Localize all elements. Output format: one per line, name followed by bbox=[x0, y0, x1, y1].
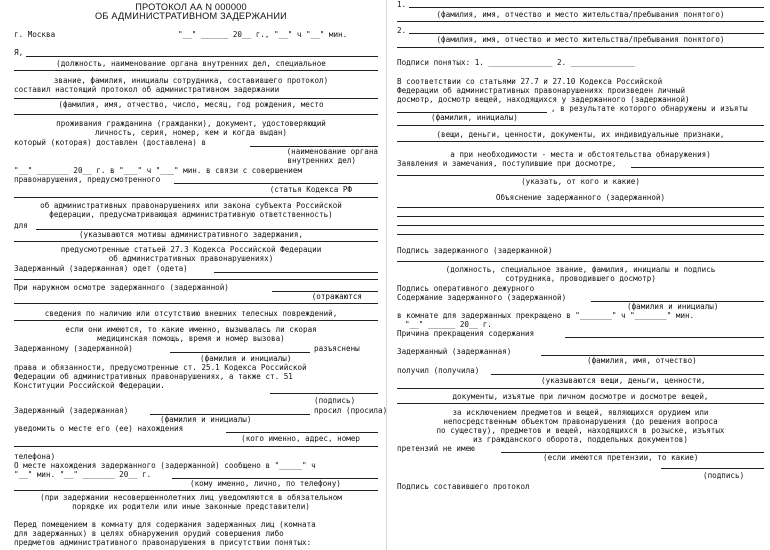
officer-field-line-2 bbox=[14, 70, 378, 71]
hint-article-3: федерации, предусматривающая административную ответственность) bbox=[49, 210, 333, 219]
article-field-line-2 bbox=[14, 197, 378, 198]
motives-field-line-2 bbox=[14, 241, 378, 242]
asked-text: просил (просила) bbox=[314, 406, 388, 415]
explanation-heading: Объяснение задержанного (задержанной) bbox=[495, 193, 666, 202]
things-field-line bbox=[397, 125, 764, 126]
claims-signature-line bbox=[661, 468, 764, 469]
hint-whom-1: (кого именно, адрес, номер bbox=[241, 434, 360, 443]
hint-minors-2: порядке их родители или иные законные представители) bbox=[72, 502, 310, 511]
custody-end-date: "__" ______ 20__ г. bbox=[405, 320, 492, 329]
hint-person-2: проживания гражданина (гражданки), документ, удостоверяющий bbox=[56, 119, 326, 128]
hint-from-whom: (указать, от кого и какие) bbox=[521, 177, 640, 186]
delivery-date-line: "__" _______ 20__ г. в "___" ч "___" мин. в связи с совершением bbox=[14, 166, 303, 175]
inspection-line-1: В соответствии со статьями 27.7 и 27.10 Кодекса Российской bbox=[397, 77, 663, 86]
protocol-subtitle: ОБ АДМИНИСТРАТИВНОМ ЗАДЕРЖАНИИ bbox=[95, 11, 287, 21]
hint-reflected: (отражаются bbox=[311, 292, 362, 301]
detained-label: Задержанный (задержанная) bbox=[14, 406, 129, 415]
hint-motives-2: предусмотренные статьей 27.3 Кодекса Российской Федерации bbox=[60, 245, 322, 254]
composer-signature-text: Подпись составившего протокол bbox=[397, 482, 530, 491]
witness-1-number: 1. bbox=[397, 0, 407, 9]
hint-motives-1: (указываются мотивы административного задержания, bbox=[78, 230, 304, 239]
hint-items-2: документы, изъятые при личном досмотре и досмотре вещей, bbox=[452, 392, 709, 401]
hint-person-3: личность, серия, номер, кем и когда выдан) bbox=[94, 128, 288, 137]
explanation-line-3 bbox=[397, 225, 764, 226]
hint-injuries-1: сведения по наличию или отсутствию внешних телесных повреждений, bbox=[44, 309, 338, 318]
ya-label: Я, bbox=[14, 48, 24, 57]
notify-field-line-2 bbox=[14, 446, 378, 447]
hint-signature-claims: (подпись) bbox=[703, 471, 745, 480]
clothing-field-line bbox=[214, 272, 378, 273]
hint-items-3: за исключением предметов и вещей, являющихся орудием или bbox=[452, 408, 709, 417]
hint-minors-1: (при задержании несовершеннолетних лиц уведомляются в обязательном bbox=[40, 493, 342, 502]
detained-signature-text: Подпись задержанного (задержанной) bbox=[397, 246, 553, 255]
place-reported-date: "__" мин. "__" _______ 20__ г. bbox=[14, 470, 152, 479]
hint-injuries-2: если они имеются, то какие именно, вызывалась ли скорая bbox=[65, 325, 317, 334]
notify-text: уведомить о месте его (ее) нахождения bbox=[14, 424, 184, 433]
hint-name-initials: (фамилия и инициалы) bbox=[200, 354, 292, 363]
hint-signature-rights: (подпись) bbox=[314, 396, 356, 405]
hint-article-2: об административных правонарушениях или закона субъекта Российской bbox=[40, 201, 342, 210]
injuries-field-line bbox=[14, 303, 378, 304]
external-exam-text: При наружном осмотре задержанного (задержанной) bbox=[14, 283, 229, 292]
minors-field-line bbox=[14, 490, 378, 491]
received-field-line bbox=[491, 374, 764, 375]
explained-text: разъяснены bbox=[314, 344, 360, 353]
statements-text: Заявления и замечания, поступившие при досмотре, bbox=[397, 159, 617, 168]
person-field-line-2 bbox=[14, 114, 378, 115]
rights-line-1: права и обязанности, предусмотренные ст. 25.1 Кодекса Российской bbox=[14, 363, 307, 372]
witness-2-line-2 bbox=[397, 47, 764, 48]
hint-claims: (если имеются претензии, то какие) bbox=[543, 453, 699, 462]
hint-article-1: (статья Кодекса РФ bbox=[269, 185, 352, 194]
before-line-3: предметов административного правонарушения в присутствии понятых: bbox=[14, 538, 312, 547]
hint-items-5: по существу), предметов и вещей, находящихся в розыске, изъятых bbox=[436, 426, 725, 435]
inspection-line-3: досмотр, досмотр вещей, находящихся у задержанного (задержанной) bbox=[397, 95, 690, 104]
notify-field-line bbox=[226, 432, 378, 433]
composed-text: составил настоящий протокол об административном задержании bbox=[14, 85, 280, 94]
person-field-line bbox=[14, 98, 378, 99]
hint-officer-1: (должность, наименование органа внутренних дел, специальное bbox=[56, 59, 326, 68]
right-column bbox=[391, 0, 770, 550]
hint-organ-1: (наименование органа bbox=[286, 147, 378, 156]
reason-end-text: Причина прекращения содержания bbox=[397, 329, 535, 338]
hint-fio-initials: (фамилия, инициалы) bbox=[431, 113, 518, 122]
statements-field-line bbox=[631, 167, 764, 168]
witness-2-number: 2. bbox=[397, 26, 407, 35]
detained-label-right: Задержанный (задержанная) bbox=[397, 347, 512, 356]
hint-whom-phone: (кому именно, лично, по телефону) bbox=[190, 479, 341, 488]
offence-provided-text: правонарушения, предусмотренного bbox=[14, 175, 161, 184]
hint-witness-2: (фамилия, имя, отчество и место жительства/пребывания понятого) bbox=[436, 35, 725, 44]
clothing-field-line-2 bbox=[14, 279, 378, 280]
explanation-line-1 bbox=[397, 207, 764, 208]
custody-text: Содержание задержанного (задержанной) bbox=[397, 293, 567, 302]
rights-line-2: Федерации об административных правонарушениях, а также ст. 51 bbox=[14, 372, 293, 381]
reason-field-line bbox=[565, 337, 764, 338]
delivered-to-text: который (которая) доставлен (доставлена) в bbox=[14, 138, 207, 147]
explanation-line-2 bbox=[397, 216, 764, 217]
hint-officer-2: звание, фамилия, инициалы сотрудника, составившего протокол) bbox=[53, 76, 329, 85]
inspection-line-4: , в результате которого обнаружены и изъяты bbox=[551, 104, 748, 113]
place-reported-text: О месте нахождения задержанного (задержанной) сообщено в "_____" ч bbox=[14, 461, 316, 470]
hint-person-1: (фамилия, имя, отчество, число, месяц, год рождения, место bbox=[58, 100, 324, 109]
hint-motives-3: об административных правонарушениях) bbox=[108, 254, 274, 263]
hint-items-1: (указываются вещи, деньги, ценности, bbox=[541, 376, 706, 385]
hint-injuries-3: медицинская помощь, время и номер вызова) bbox=[97, 334, 285, 343]
hint-things-2: а при необходимости - места и обстоятельства обнаружения) bbox=[450, 150, 711, 159]
statements-field-line-2 bbox=[397, 175, 764, 176]
hint-officer-1: (должность, специальное звание, фамилия, инициалы и подпись bbox=[445, 265, 716, 274]
explanation-line-4 bbox=[397, 234, 764, 235]
officer-field-line bbox=[397, 261, 764, 262]
column-divider bbox=[386, 0, 387, 550]
explained-name-line bbox=[170, 352, 310, 353]
before-line-1: Перед помещением в комнату для содержания задержанных лиц (комната bbox=[14, 520, 316, 529]
items-field-line-2 bbox=[397, 403, 764, 404]
duty-signature-text: Подпись оперативного дежурного bbox=[397, 284, 535, 293]
protocol-title: ПРОТОКОЛ АА N 000000 bbox=[135, 2, 247, 12]
hint-things-1: (вещи, деньги, ценности, документы, их индивидуальные признаки, bbox=[436, 130, 725, 139]
witness-1-line-2 bbox=[397, 21, 764, 22]
rights-line-3: Конституции Российской Федерации. bbox=[14, 381, 165, 390]
witness-2-line bbox=[409, 33, 764, 34]
rights-signature-line bbox=[270, 393, 378, 394]
injuries-field-line-2 bbox=[14, 320, 378, 321]
things-field-line-2 bbox=[397, 141, 764, 142]
article-field-line bbox=[174, 183, 378, 184]
witness-signatures: Подписи понятых: 1. ______________ 2. ______________ bbox=[397, 58, 635, 67]
hint-fio: (фамилия, имя, отчество) bbox=[587, 356, 697, 365]
hint-organ-2: внутренних дел) bbox=[287, 156, 356, 165]
hint-name-initials-2: (фамилия и инициалы) bbox=[160, 415, 252, 424]
protocol-date-line: "__" ______ 20__ г., "__" ч "__" мин. bbox=[178, 30, 348, 39]
received-text: получил (получила) bbox=[397, 366, 480, 375]
city-label: г. Москва bbox=[14, 30, 56, 39]
witness-1-line bbox=[409, 7, 764, 8]
hint-items-4: непосредственным объектом правонарушения (до решения вопроса bbox=[443, 417, 718, 426]
hint-whom-2: телефона) bbox=[14, 452, 56, 461]
hint-name-and-initials: (фамилия и инициалы) bbox=[627, 302, 719, 311]
inspection-line-2: Федерации об административных правонарушениях произведен личный bbox=[397, 86, 686, 95]
for-label: для bbox=[14, 221, 28, 230]
before-line-2: для задержанных) в целях обнаружения орудий совершения либо bbox=[14, 529, 284, 538]
officer-field-line bbox=[26, 56, 378, 57]
claims-text: претензий не имею bbox=[397, 444, 475, 453]
hint-witness-1: (фамилия, имя, отчество и место жительства/пребывания понятого) bbox=[436, 10, 725, 19]
hint-items-6: из гражданского оборота, поддельных документов) bbox=[473, 435, 688, 444]
hint-officer-2: сотрудника, проводившего досмотр) bbox=[505, 274, 656, 283]
items-field-line bbox=[397, 388, 764, 389]
dressed-text: Задержанный (задержанная) одет (одета) bbox=[14, 264, 188, 273]
custody-end-text: в комнате для задержанных прекращено в "_______" ч "_______" мин. bbox=[397, 311, 695, 320]
explained-to-text: Задержанному (задержанной) bbox=[14, 344, 133, 353]
